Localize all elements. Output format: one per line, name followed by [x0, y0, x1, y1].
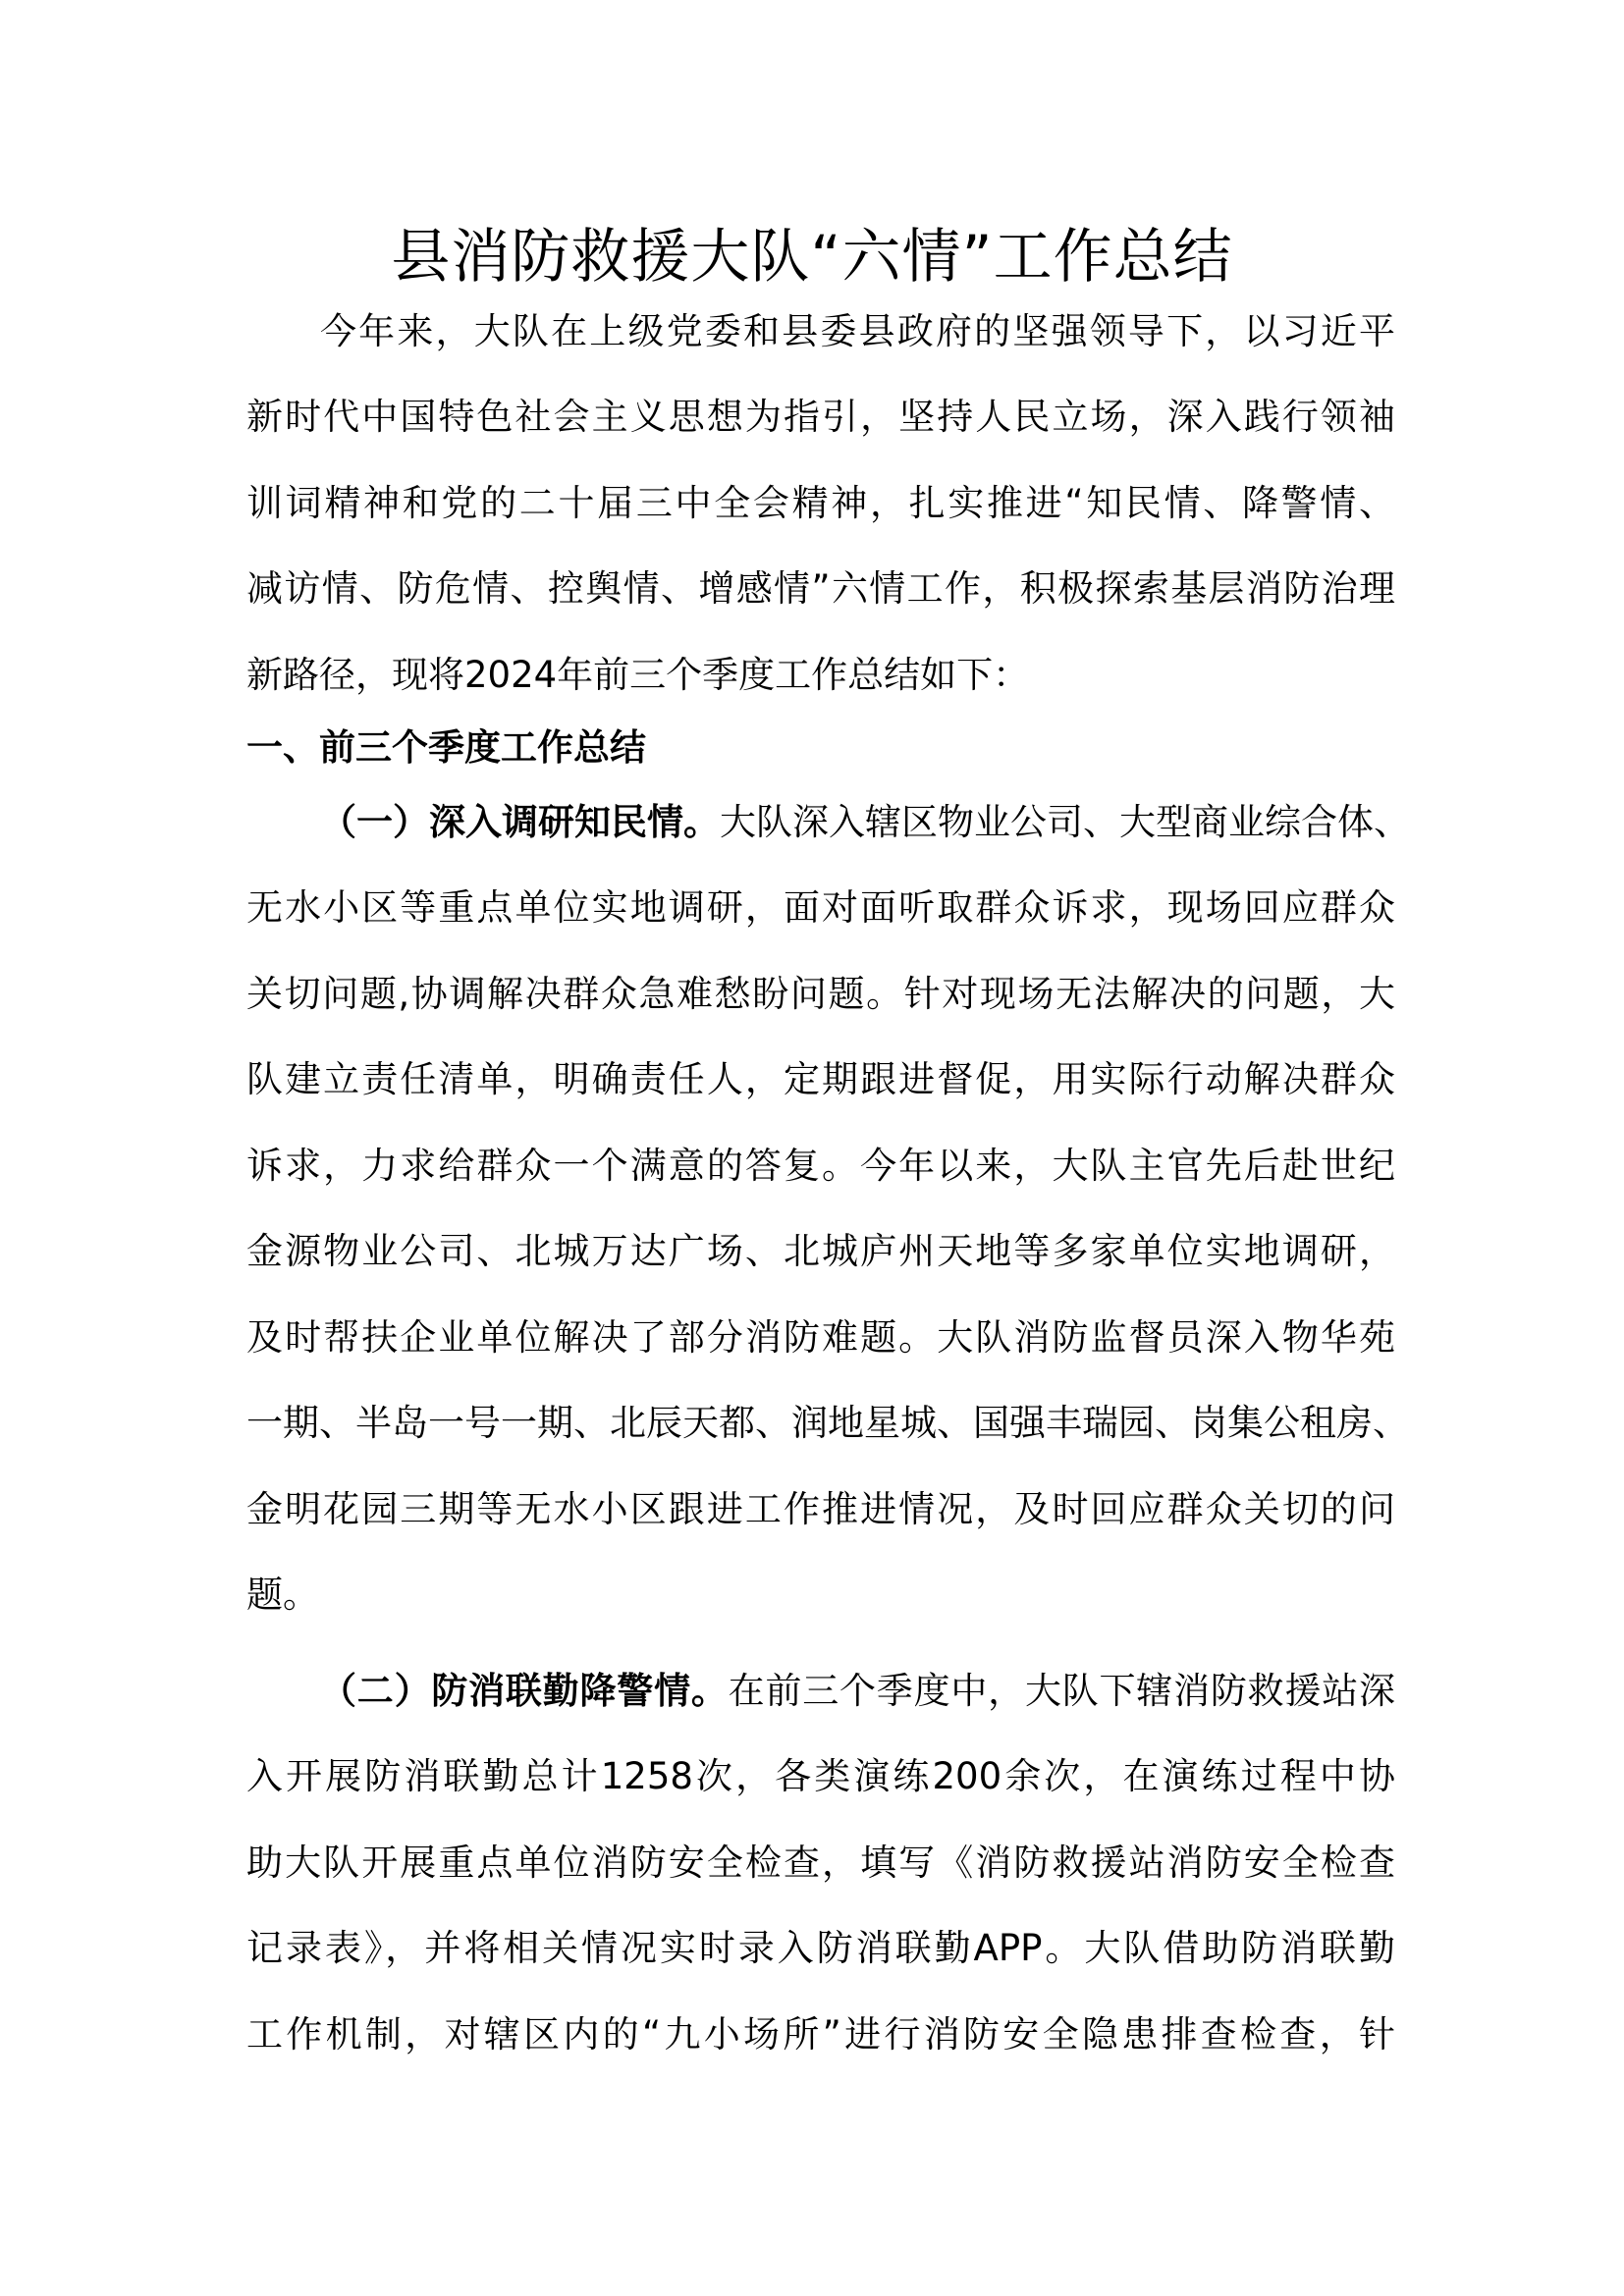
body-line: 关切问题,协调解决群众急难愁盼问题。针对现场无法解决的问题，大: [246, 973, 1395, 1015]
subsection-lead: （一）深入调研知民情。: [320, 801, 720, 843]
section-heading: 一、前三个季度工作总结: [246, 726, 646, 769]
body-line: 无水小区等重点单位实地调研，面对面听取群众诉求，现场回应群众: [246, 886, 1395, 929]
intro-line: 减访情、防危情、控舆情、增感情”六情工作，积极探索基层消防治理: [246, 567, 1395, 610]
subsection-text: 大队深入辖区物业公司、大型商业综合体、: [720, 801, 1410, 843]
subsection-lead: （二）防消联勤降警情。: [320, 1670, 729, 1712]
subsection-first-line: [320, 798, 1410, 847]
body-line: 记录表》，并将相关情况实时录入防消联勤APP。大队借助防消联勤: [246, 1927, 1395, 1969]
body-line: 金源物业公司、北城万达广场、北城庐州天地等多家单位实地调研，: [246, 1230, 1395, 1272]
intro-line: 今年来，大队在上级党委和县委县政府的坚强领导下，以习近平: [320, 310, 1395, 352]
body-line: 诉求，力求给群众一个满意的答复。今年以来，大队主官先后赴世纪: [246, 1145, 1395, 1187]
body-line: 工作机制，对辖区内的“九小场所”进行消防安全隐患排查检查，针: [246, 2013, 1395, 2056]
body-line: 一期、半岛一号一期、北辰天都、润地星城、国强丰瑞园、岗集公租房、: [246, 1402, 1409, 1444]
document-title: 县消防救援大队“六情”工作总结: [391, 223, 1233, 292]
body-line: 题。: [246, 1574, 319, 1616]
body-line: 助大队开展重点单位消防安全检查，填写《消防救援站消防安全检查: [246, 1842, 1395, 1884]
intro-line: 训词精神和党的二十届三中全会精神，扎实推进“知民情、降警情、: [246, 482, 1395, 524]
body-line: 队建立责任清单，明确责任人，定期跟进督促，用实际行动解决群众: [246, 1058, 1395, 1100]
body-line: 入开展防消联勤总计1258次，各类演练200余次，在演练过程中协: [246, 1755, 1395, 1797]
intro-line: 新时代中国特色社会主义思想为指引，坚持人民立场，深入践行领袖: [246, 396, 1395, 438]
body-line: 金明花园三期等无水小区跟进工作推进情况，及时回应群众关切的问: [246, 1488, 1395, 1530]
subsection-text: 在前三个季度中，大队下辖消防救援站深: [728, 1670, 1396, 1712]
intro-line: 新路径，现将2024年前三个季度工作总结如下：: [246, 654, 1030, 696]
subsection-first-line: [320, 1667, 1395, 1716]
body-line: 及时帮扶企业单位解决了部分消防难题。大队消防监督员深入物华苑: [246, 1316, 1395, 1359]
